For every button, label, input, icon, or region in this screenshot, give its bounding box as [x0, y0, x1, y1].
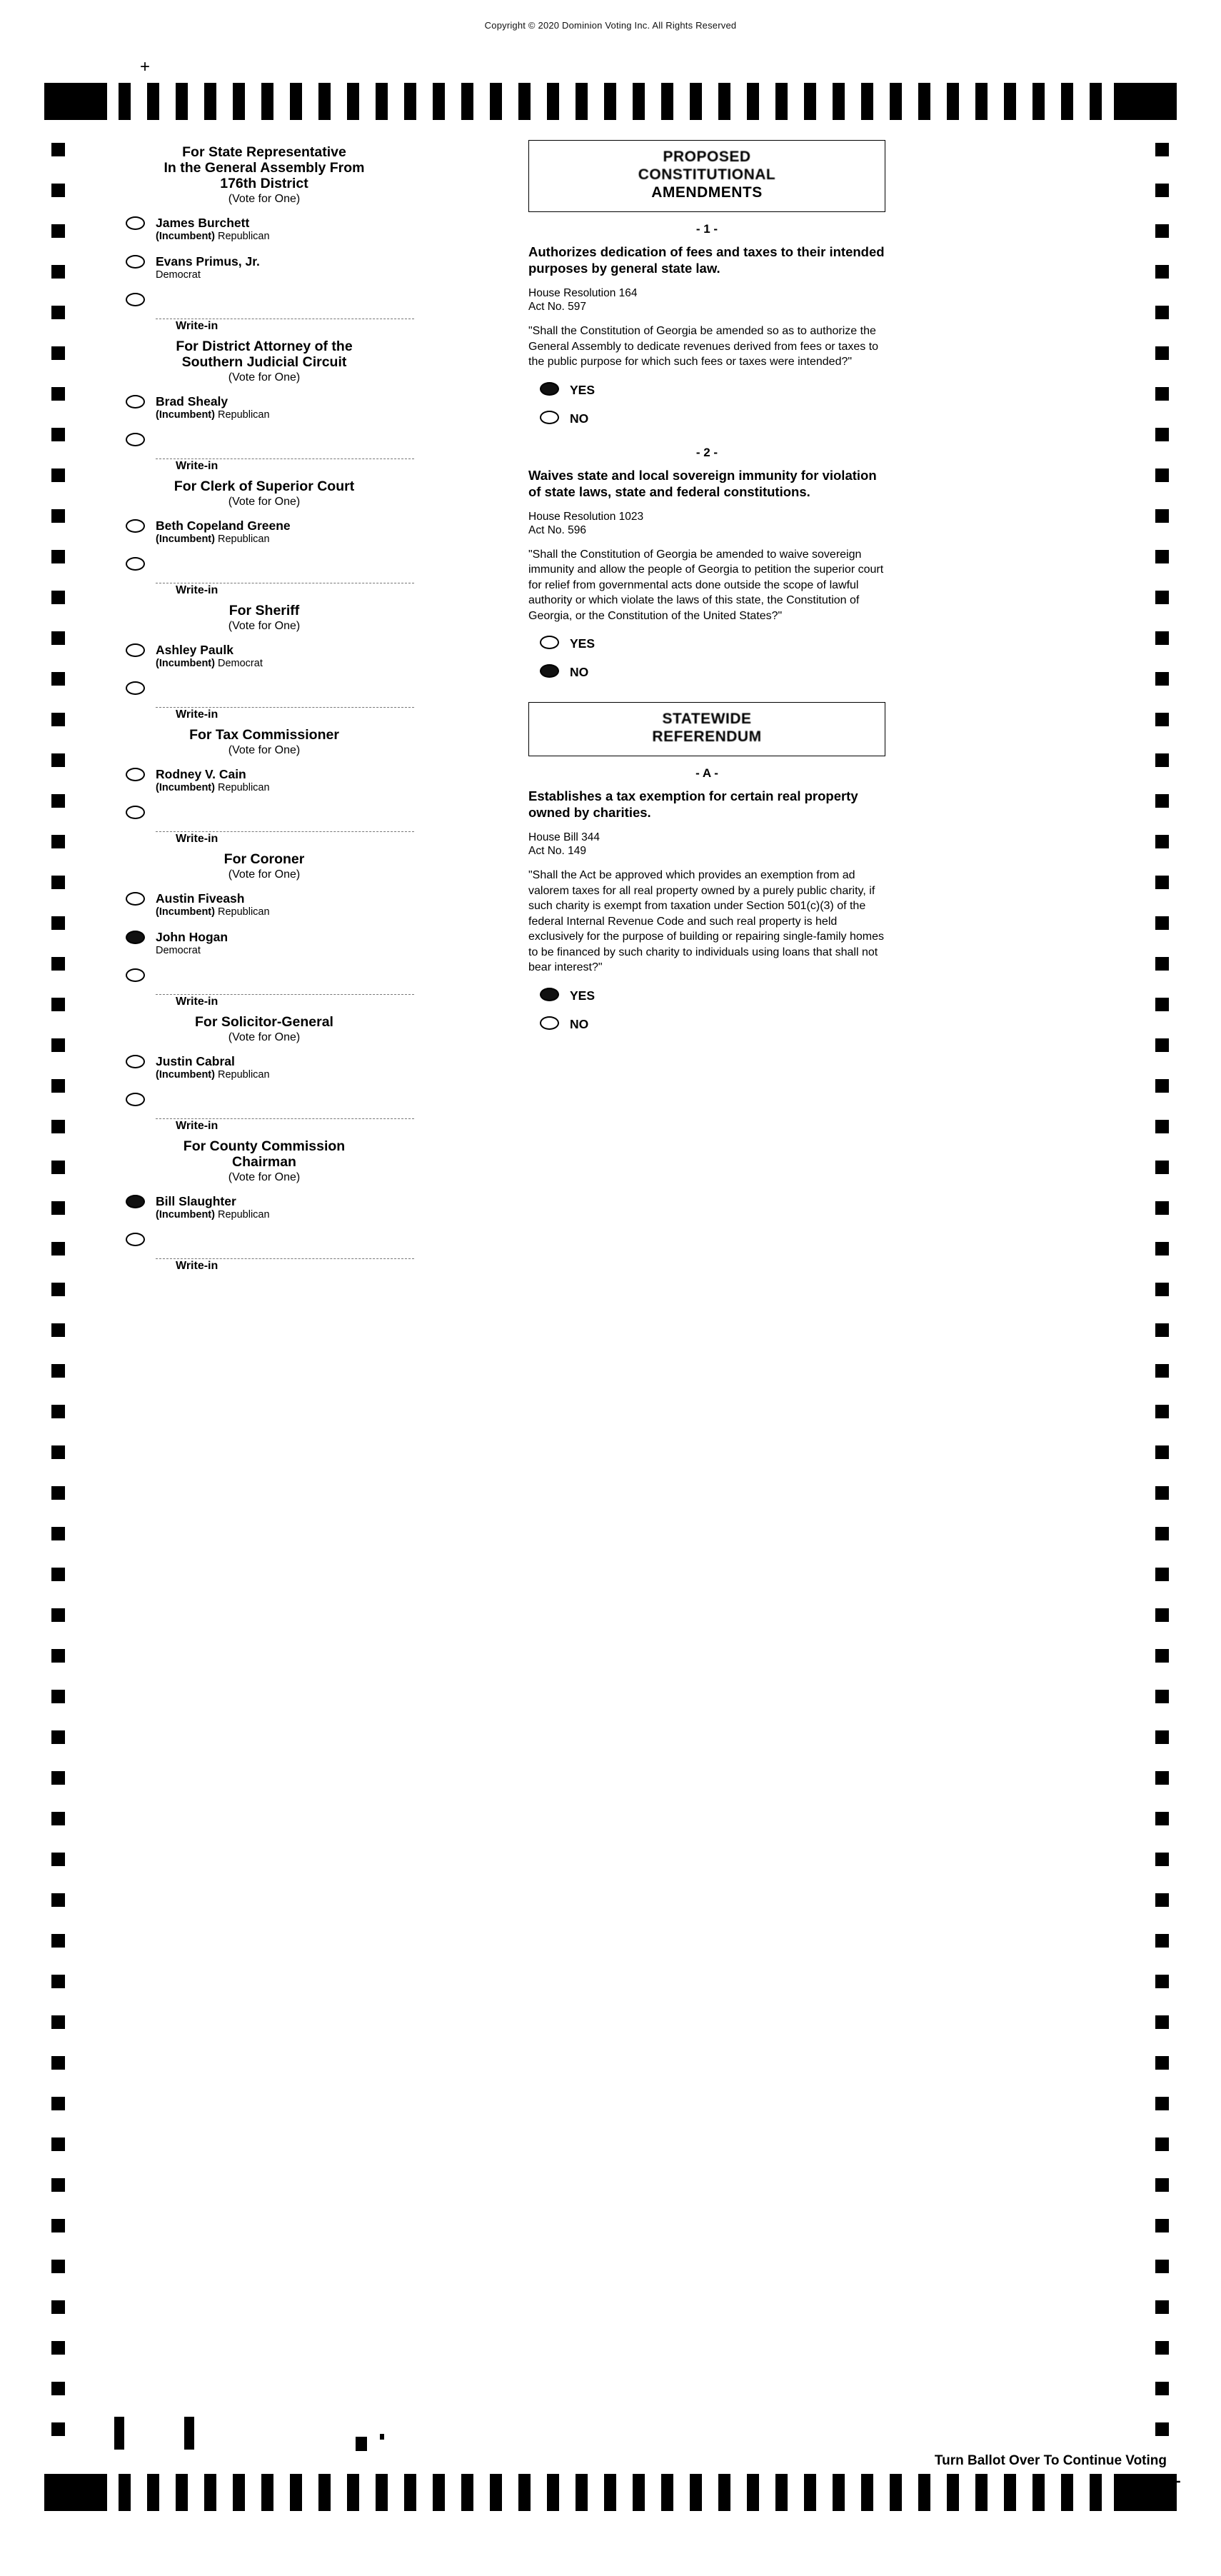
- measure-reference: [528, 831, 885, 858]
- write-in-label: Write-in: [173, 1260, 221, 1273]
- measure-ref-line-2: Act No. 597: [528, 301, 586, 313]
- measure-option-label: YES: [570, 382, 596, 397]
- write-in-label: Write-in: [173, 320, 221, 333]
- candidate-party: [156, 269, 414, 281]
- contest: [114, 847, 414, 1007]
- write-in-choice[interactable]: [114, 796, 414, 844]
- measure-option[interactable]: [528, 984, 885, 1013]
- contest: [114, 1010, 414, 1131]
- contest: [114, 334, 414, 471]
- measure-option-label: NO: [570, 411, 589, 426]
- contest-instruction: (Vote for One): [228, 620, 301, 632]
- candidate-name: Beth Copeland Greene: [156, 518, 291, 533]
- contest: [114, 140, 414, 331]
- measure-reference: [528, 510, 885, 537]
- contest-title: [114, 334, 414, 370]
- candidate-choice[interactable]: [114, 920, 414, 958]
- contest-title: [114, 1010, 414, 1030]
- left-contest-column: [114, 140, 414, 1274]
- contest-title: [114, 474, 414, 494]
- candidate-name: Ashley Paulk: [156, 643, 233, 657]
- vote-oval[interactable]: [126, 892, 145, 906]
- candidate-choice[interactable]: [114, 206, 414, 244]
- incumbent-label: (Incumbent): [156, 409, 215, 421]
- candidate-choice[interactable]: [114, 1044, 414, 1083]
- write-in-label: Write-in: [173, 708, 221, 721]
- contest-title-line: Chairman: [232, 1154, 296, 1170]
- incumbent-label: (Incumbent): [156, 231, 215, 242]
- write-in-oval[interactable]: [126, 557, 145, 571]
- measure-ref-line-2: Act No. 149: [528, 845, 586, 857]
- contest-title-line: Southern Judicial Circuit: [181, 354, 347, 370]
- write-in-choice[interactable]: [114, 547, 414, 596]
- write-in-line: [156, 1258, 414, 1259]
- candidate-party: [156, 658, 414, 670]
- vote-oval[interactable]: [540, 636, 559, 649]
- incumbent-label: (Incumbent): [156, 533, 215, 545]
- alignment-plus-mark: +: [140, 57, 151, 76]
- contest-title: [114, 598, 414, 618]
- vote-oval[interactable]: [540, 664, 559, 678]
- candidate-choice[interactable]: [114, 881, 414, 920]
- measure-option[interactable]: [528, 379, 885, 407]
- contest-instruction: (Vote for One): [228, 193, 301, 205]
- vote-oval[interactable]: [540, 988, 559, 1001]
- party-label: Republican: [218, 1209, 270, 1221]
- contest-title-line: For District Attorney of the: [176, 339, 353, 354]
- vote-oval[interactable]: [126, 931, 145, 944]
- write-in-choice[interactable]: [114, 671, 414, 720]
- vote-oval[interactable]: [126, 519, 145, 533]
- measure-option-label: YES: [570, 636, 596, 651]
- contest-instruction: (Vote for One): [228, 1171, 301, 1183]
- write-in-oval[interactable]: [126, 681, 145, 695]
- incumbent-label: (Incumbent): [156, 782, 215, 793]
- write-in-line: [156, 707, 414, 708]
- contest: [114, 474, 414, 596]
- contest-instruction: (Vote for One): [228, 371, 301, 384]
- measure-ref-line-2: Act No. 596: [528, 523, 586, 536]
- contest-title-line: For County Commission: [183, 1138, 346, 1154]
- candidate-name: Evans Primus, Jr.: [156, 254, 260, 269]
- write-in-choice[interactable]: [114, 283, 414, 331]
- measure-body-text: "Shall the Act be approved which provides an exemption from ad valorem taxes for all real property owned by a purely public charity, if such charity is exempt from taxation under Section 501(c)(3) of the federal Internal Revenue Code and such real property is held exclusively for the purpose of building or repairing single-family homes to be financed by such charity to individuals using loans that shall not bear interest?": [528, 869, 885, 973]
- measure-title: Waives state and local sovereign immunity for violation of state laws, state and federal constitutions.: [528, 467, 877, 499]
- candidate-name: James Burchett: [156, 216, 250, 230]
- write-in-oval[interactable]: [126, 806, 145, 819]
- measure-ref-line-1: House Bill 344: [528, 831, 600, 843]
- write-in-line: [156, 831, 414, 832]
- measure-number: - 2 -: [695, 445, 718, 459]
- candidate-name: Austin Fiveash: [156, 891, 245, 906]
- write-in-label: Write-in: [173, 460, 221, 473]
- statewide-referendum-header: [528, 702, 885, 756]
- contest-instruction: (Vote for One): [228, 1031, 301, 1043]
- contest-title: [114, 1134, 414, 1170]
- candidate-choice[interactable]: [114, 384, 414, 423]
- candidate-choice[interactable]: [114, 757, 414, 796]
- vote-oval[interactable]: [126, 1195, 145, 1208]
- vote-oval[interactable]: [126, 1055, 145, 1068]
- party-label: Republican: [218, 409, 270, 421]
- measure-body-text: "Shall the Constitution of Georgia be amended to waive sovereign immunity and allow the people of Georgia to petition the superior court for relief from governmental acts done outside the scope of lawful authority or which violate the laws of this state, the Constitution of Georgia, or the Constitution of the United States?": [528, 548, 884, 622]
- candidate-name: Bill Slaughter: [156, 1194, 236, 1208]
- contest-title-line: In the General Assembly From: [164, 160, 365, 176]
- party-label: Democrat: [218, 658, 263, 669]
- party-label: Democrat: [156, 269, 201, 281]
- contest-instruction: (Vote for One): [228, 868, 301, 881]
- incumbent-label: (Incumbent): [156, 906, 215, 918]
- party-label: Republican: [218, 231, 270, 242]
- write-in-label: Write-in: [173, 1120, 221, 1133]
- measure-reference: [528, 286, 885, 314]
- header-line-1: PROPOSED: [663, 149, 751, 165]
- measure-option-label: NO: [570, 1016, 589, 1031]
- ballot-measure: [528, 222, 885, 436]
- candidate-party: [156, 1209, 414, 1221]
- write-in-oval[interactable]: [126, 968, 145, 982]
- candidate-party: [156, 906, 414, 918]
- measure-option[interactable]: [528, 1013, 885, 1041]
- contest-instruction: (Vote for One): [228, 744, 301, 756]
- candidate-party: [156, 409, 414, 421]
- ballot-measure: [528, 766, 885, 1041]
- contest-title-line: For Solicitor-General: [195, 1014, 333, 1030]
- candidate-name: John Hogan: [156, 930, 228, 944]
- write-in-choice[interactable]: [114, 958, 414, 1007]
- contest-title-line: For Sheriff: [228, 603, 300, 618]
- write-in-choice[interactable]: [114, 1223, 414, 1271]
- candidate-party: [156, 231, 414, 243]
- write-in-oval[interactable]: [126, 1093, 145, 1106]
- copyright-notice: Copyright © 2020 Dominion Voting Inc. All Rights Reserved: [484, 20, 737, 31]
- measure-number: - 1 -: [695, 222, 718, 236]
- candidate-name: Justin Cabral: [156, 1054, 235, 1068]
- header-line-2: REFERENDUM: [652, 728, 762, 745]
- incumbent-label: (Incumbent): [156, 1069, 215, 1081]
- proposed-amendments-header: [528, 140, 885, 212]
- candidate-name: Rodney V. Cain: [156, 767, 246, 781]
- header-line-2: CONSTITUTIONAL: [638, 166, 776, 183]
- party-label: Democrat: [156, 945, 201, 956]
- vote-oval[interactable]: [126, 395, 145, 409]
- write-in-choice[interactable]: [114, 1083, 414, 1131]
- measure-option[interactable]: [528, 407, 885, 436]
- contest: [114, 723, 414, 844]
- measure-number: - A -: [695, 766, 718, 780]
- contest-title-line: For Tax Commissioner: [189, 727, 339, 743]
- contest-title-line: For State Representative: [182, 144, 346, 160]
- contest-title-line: For Clerk of Superior Court: [174, 478, 355, 494]
- measure-ref-line-1: House Resolution 1023: [528, 510, 644, 523]
- write-in-oval[interactable]: [126, 293, 145, 306]
- measure-ref-line-1: House Resolution 164: [528, 287, 638, 299]
- candidate-party: [156, 782, 414, 794]
- party-label: Republican: [218, 906, 270, 918]
- registration-mark-icon: ✛: [1167, 2473, 1181, 2491]
- contest-title: [114, 847, 414, 867]
- vote-oval[interactable]: [126, 255, 145, 269]
- vote-oval[interactable]: [126, 643, 145, 657]
- write-in-choice[interactable]: [114, 423, 414, 471]
- party-label: Republican: [218, 533, 270, 545]
- incumbent-label: (Incumbent): [156, 658, 215, 669]
- contest-instruction: (Vote for One): [228, 496, 301, 508]
- contest-title: [114, 723, 414, 743]
- write-in-label: Write-in: [173, 584, 221, 597]
- turn-ballot-over-note: Turn Ballot Over To Continue Voting: [934, 2453, 1167, 2468]
- vote-oval[interactable]: [540, 1016, 559, 1030]
- candidate-choice[interactable]: [114, 633, 414, 671]
- vote-oval[interactable]: [540, 411, 559, 424]
- candidate-choice[interactable]: [114, 508, 414, 547]
- measure-title: Establishes a tax exemption for certain real property owned by charities.: [528, 788, 858, 820]
- contest-title-line: 176th District: [220, 176, 308, 191]
- write-in-oval[interactable]: [126, 433, 145, 446]
- measure-body-text: "Shall the Constitution of Georgia be amended so as to authorize the General Assembly to dedicate revenues derived from fees or taxes to the public purpose for which such fees or taxes were intended?": [528, 325, 879, 368]
- write-in-line: [156, 994, 414, 995]
- vote-oval[interactable]: [126, 768, 145, 781]
- right-measures-column: [528, 140, 885, 1041]
- write-in-label: Write-in: [173, 833, 221, 846]
- vote-oval[interactable]: [540, 382, 559, 396]
- candidate-party: [156, 945, 414, 957]
- candidate-choice[interactable]: [114, 1184, 414, 1223]
- write-in-oval[interactable]: [126, 1233, 145, 1246]
- measure-title: Authorizes dedication of fees and taxes to their intended purposes by general state law.: [528, 244, 885, 276]
- contest-title: [114, 140, 414, 191]
- contest: [114, 1134, 414, 1271]
- incumbent-label: (Incumbent): [156, 1209, 215, 1221]
- candidate-choice[interactable]: [114, 244, 414, 283]
- write-in-line: [156, 458, 414, 459]
- header-line-3: AMENDMENTS: [651, 184, 763, 201]
- party-label: Republican: [218, 782, 270, 793]
- measure-option[interactable]: [528, 632, 885, 661]
- header-line-1: STATEWIDE: [662, 711, 752, 727]
- candidate-party: [156, 533, 414, 546]
- contest-title-line: For Coroner: [223, 851, 305, 867]
- contest: [114, 598, 414, 720]
- party-label: Republican: [218, 1069, 270, 1081]
- candidate-name: Brad Shealy: [156, 394, 228, 409]
- write-in-line: [156, 1118, 414, 1119]
- vote-oval[interactable]: [126, 216, 145, 230]
- measure-option-label: YES: [570, 988, 596, 1003]
- write-in-label: Write-in: [173, 996, 221, 1008]
- measure-option[interactable]: [528, 661, 885, 689]
- measure-option-label: NO: [570, 665, 589, 679]
- candidate-party: [156, 1069, 414, 1081]
- ballot-measure: [528, 446, 885, 690]
